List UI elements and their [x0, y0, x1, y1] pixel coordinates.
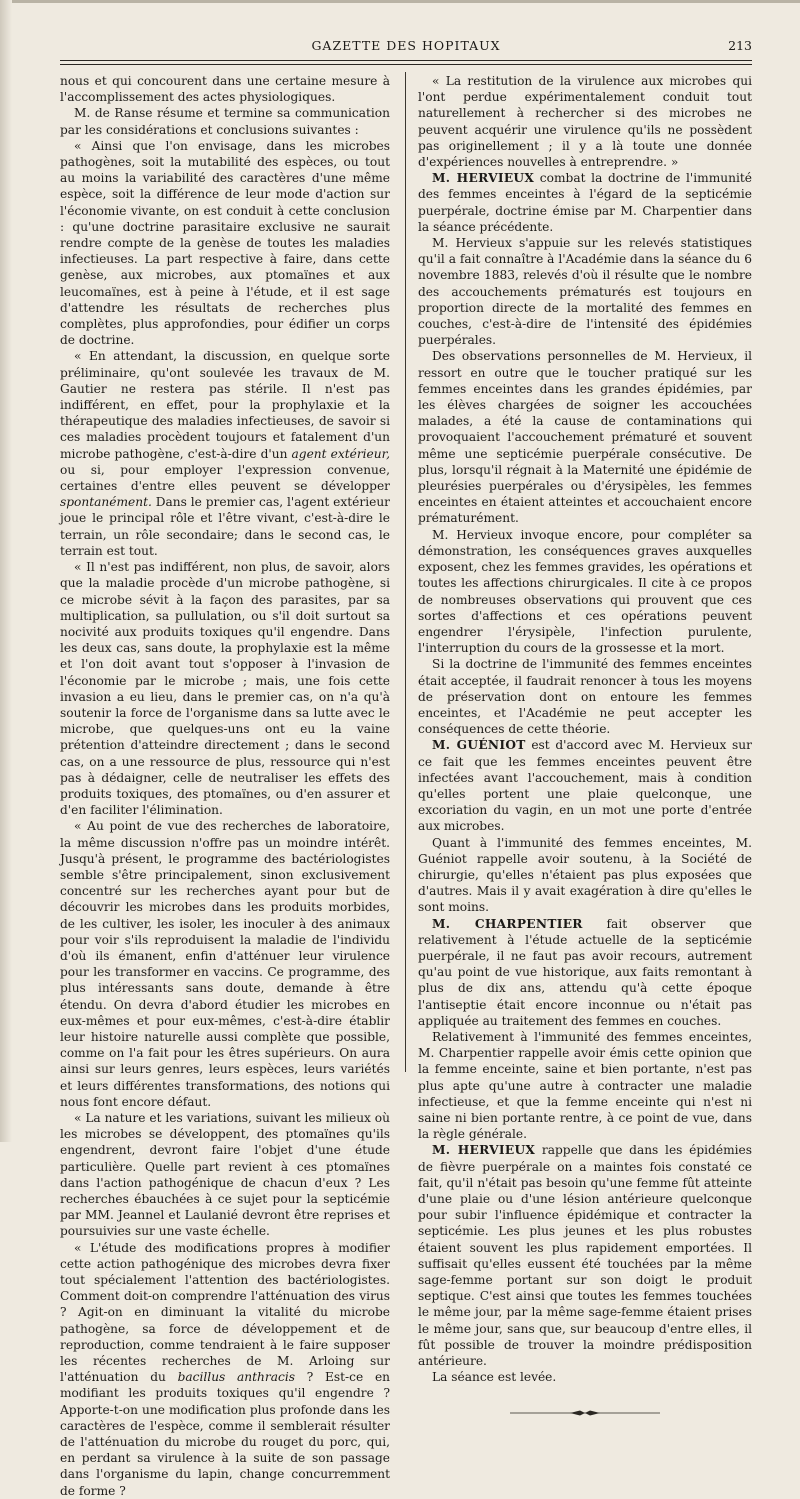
paragraph: Relativement à l'immunité des femmes enceintes, M. Charpentier rappelle avoir émis cette opinion que la femme enceinte, saine et bien portante, n'est pas plus apte qu'une autre à contracter une maladie infectieuse, et que la femme enceinte qui n'est ni saine ni bien portante rentre, à ce point de vue, dans la règle générale. [418, 1029, 752, 1142]
speaker-name: M. HERVIEUX [432, 171, 535, 186]
running-title: GAZETTE DES HOPITAUX [311, 38, 501, 53]
paragraph: La séance est levée. [432, 1370, 557, 1385]
header-rule-bottom [60, 64, 752, 65]
speaker-name: M. CHARPENTIER [432, 916, 583, 931]
paragraph: nous et qui concourent dans une certaine mesure à l'accomplissement des actes physiologiques. [60, 74, 390, 105]
paragraph: « Il n'est pas indifférent, non plus, de savoir, alors que la maladie procède d'un microbe pathogène, si ce microbe sévit à la façon des parasites, par sa multiplication, sa pullulation, ou s'il doit surtout sa nocivité aux produits toxiques qu'il engendre. Dans les deux cas, sans doute, la prophylaxie est la même et l'on doit avant tout s'opposer à l'invasion de l'économie par le microbe ; mais, une fois cette invasion a eu lieu, dans le premier cas, on n'a qu'à soutenir la force de l'organisme dans sa lutte avec le microbe, que quelques-uns ont eu la vaine prétention d'atteindre directement ; dans le second cas, on a une ressource de plus, ressource qui n'est pas à dédaigner, celle de neutraliser les effets des produits toxiques, des ptomaïnes, ou d'en assurer et d'en faciliter l'élimination. [60, 560, 390, 818]
top-edge [0, 0, 800, 3]
text-run: « L'étude des modifications propres à modifier cette action pathogénique des microbes devra fixer tout spécialement l'attention des bactériologistes. Comment doit-on comprendre l'atténuation des virus ? Agit-on en diminuant la vitalité du microbe pathogène, sa force de développement et de reproduction, comme tendraient à le faire supposer les récentes recherches de M. Arloing sur l'atténuation du [60, 1240, 390, 1385]
paragraph [418, 1142, 752, 1369]
paragraph: Si la doctrine de l'immunité des femmes enceintes était acceptée, il faudrait renoncer à tous les moyens de préservation dont on entoure les femmes enceintes, et l'Académie ne peut accepter les conséquences de cette théorie. [418, 657, 752, 737]
text-run: est d'accord avec M. Hervieux sur ce fait que les femmes enceintes peuvent être infectées avant l'accouchement, mais à condition qu'elles portent une plaie quelconque, une excoriation du vagin, en un mot une porte d'entrée aux microbes. [418, 738, 752, 834]
paragraph [418, 737, 752, 834]
paragraph: Quant à l'immunité des femmes enceintes, M. Guéniot rappelle avoir soutenu, à la Société de chirurgie, qu'elles n'étaient pas plus exposées que d'autres. Mais il y avait exagération à dire qu'elles le sont moins. [418, 835, 752, 915]
speaker-name: M. GUÉNIOT [432, 738, 526, 753]
paragraph [418, 916, 752, 1029]
left-column [60, 73, 390, 1499]
text-run: fait observer que relativement à l'étude actuelle de la septicémie puerpérale, il ne faut pas avoir recours, autrement qu'au point de vue historique, aux faits remontant à plus de dix ans, attendu qu'à cette époque l'antiseptie était encore inconnue ou n'était pas appliquée au traitement des femmes en couches. [418, 916, 752, 1028]
paragraph: M. Hervieux s'appuie sur les relevés statistiques qu'il a fait connaître à l'Académie dans la séance du 6 novembre 1883, relevés d'où il résulte que le nombre des accouchements prématurés est toujours en proportion directe de la mortalité des femmes en couches, c'est-à-dire de l'intensité des épidémies puerpérales. [418, 236, 752, 348]
speaker-name: M. HERVIEUX [432, 1143, 536, 1158]
text-run: rappelle que dans les épidémies de fièvre puerpérale on a maintes fois constaté ce fait, qu'il n'était pas besoin qu'une femme fût atteinte d'une plaie ou d'une lésion antérieure quelconque pour subir l'influence épidémique et contracter la septicémie. Les plus jeunes et les plus robustes étaient souvent les plus rapidement emportées. Il suffisait qu'elles eussent été touchées par la même sage-femme portant sur son doigt le produit septique. C'est ainsi que toutes les femmes touchées le même jour, par la même sage-femme étaient prises le même jour, sans que, sur beaucoup d'entre elles, il fût possible de trouver la moindre prédisposition antérieure. [418, 1143, 752, 1369]
text-run: ? Est-ce en modifiant les produits toxiques qu'il engendre ? Apporte-t-on une modification plus profonde dans les caractères de l'espèce, comme il semblerait résulter de l'atténuation du microbe du rouget du porc, qui, en perdant sa virulence à la suite de son passage dans l'organisme du lapin, change concurremment de forme ? [60, 1370, 391, 1498]
page-header [60, 36, 752, 56]
paragraph [418, 170, 752, 235]
paragraph: « La restitution de la virulence aux microbes qui l'ont perdue expérimentalement conduit tout naturellement à rechercher si des microbes ne peuvent acquérir une virulence qu'ils ne possèdent pas originellement ; il y a là toute une donnée d'expériences nouvelles à entreprendre. » [418, 74, 752, 170]
paragraph: « Au point de vue des recherches de laboratoire, la même discussion n'offre pas un moindre intérêt. Jusqu'à présent, le programme des bactériologistes semble s'être principalement, sinon exclusivement concentré sur les recherches ayant pour but de découvrir les microbes dans les produits morbides, de les cultiver, les isoler, les inoculer à des animaux pour voir s'ils reproduisent la maladie de l'individu d'où ils émanent, enfin d'atténuer leur virulence pour les transformer en vaccins. Ce programme, des plus intéressants sans doute, demande à être étendu. On devra d'abord étudier les microbes en eux-mêmes et pour eux-mêmes, c'est-à-dire établir leur histoire naturelle aussi complète que possible, comme on l'a fait pour les êtres supérieurs. On aura ainsi sur leurs genres, leurs espèces, leurs variétés et leurs différentes transformations, des notions qui nous font encore défaut. [60, 819, 390, 1109]
text-run: combat la doctrine de l'immunité des femmes enceintes à l'égard de la septicémie puerpérale, doctrine émise par M. Charpentier dans la séance précédente. [418, 171, 752, 234]
header-rule-top [60, 60, 752, 61]
column-divider [405, 72, 406, 1072]
ornament-rule-icon [510, 1409, 660, 1417]
text-run: Dans le premier cas, l'agent extérieur joue le principal rôle et l'être vivant, c'est-à-dire le terrain, un rôle secondaire; dans le second cas, le terrain est tout. [60, 495, 390, 558]
paragraph [60, 1240, 390, 1499]
binding-shadow [0, 0, 12, 1142]
paragraph: « La nature et les variations, suivant les milieux où les microbes se développent, des ptomaïnes qu'ils engendrent, devront faire l'objet d'une étude particulière. Quelle part revient à ces ptomaïnes dans l'action pathogénique de chacun d'eux ? Les recherches ébauchées à ce sujet pour la septicémie par MM. Jeannel et Laulanié devront être reprises et poursuivies sur une vaste échelle. [60, 1111, 390, 1239]
paragraph: Des observations personnelles de M. Hervieux, il ressort en outre que le toucher pratiqué sur les femmes enceintes dans les grandes épidémies, par les élèves chargées de soigner les accouchées malades, a été la cause de contaminations qui provoquaient l'accouchement prématuré et souvent même une septicémie puerpérale consécutive. De plus, lorsqu'il régnait à la Maternité une épidémie de pleurésies puerpérales ou d'érysipèles, les femmes enceintes en étaient atteintes et accouchaient encore prématurément. [418, 349, 752, 526]
paragraph [60, 348, 390, 559]
italic-term: spontanément. [60, 495, 152, 510]
section-separator [418, 1405, 752, 1421]
paragraph: « Ainsi que l'on envisage, dans les microbes pathogènes, soit la mutabilité des espèces, ou tout au moins la variabilité des caractères d'une même espèce, soit la différence de leur mode d'action sur l'économie vivante, on est conduit à cette conclusion : qu'une doctrine parasitaire exclusive ne saurait rendre compte de la genèse de toutes les maladies infectieuses. La part respective à faire, dans cette genèse, aux microbes, aux ptomaïnes et aux leucomaïnes, est à peine à l'étude, et il est sage d'attendre les résultats de recherches plus complètes, plus approfondies, pour édifier un corps de doctrine. [60, 138, 390, 348]
text-run: « En attendant, la discussion, en quelque sorte préliminaire, qu'ont soulevée les travaux de M. Gautier ne restera pas stérile. Il n'est pas indifférent, en effet, pour la prophylaxie et la thérapeutique des maladies infectieuses, de savoir si ces maladies procèdent toujours et fatalement d'un microbe pathogène, c'est-à-dire d'un [60, 349, 390, 461]
paragraph: M. de Ranse résume et termine sa communication par les considérations et conclusions suivantes : [60, 106, 390, 137]
text-run: ou si, pour employer l'expression convenue, certaines d'entre elles peuvent se développer [60, 462, 390, 494]
page-number: 213 [728, 38, 752, 53]
italic-term: bacillus anthracis [177, 1370, 295, 1385]
paragraph: M. Hervieux invoque encore, pour compléter sa démonstration, les conséquences graves auxquelles exposent, chez les femmes gravides, les opérations et toutes les affections chirurgicales. Il cite à ce propos de nombreuses observations qui prouvent que ces sortes d'affections et ces opérations peuvent engendrer l'érysipèle, l'infection purulente, l'interruption du cours de la grossesse et la mort. [418, 527, 752, 656]
italic-term: agent extérieur, [291, 446, 390, 461]
right-column [418, 73, 752, 1422]
